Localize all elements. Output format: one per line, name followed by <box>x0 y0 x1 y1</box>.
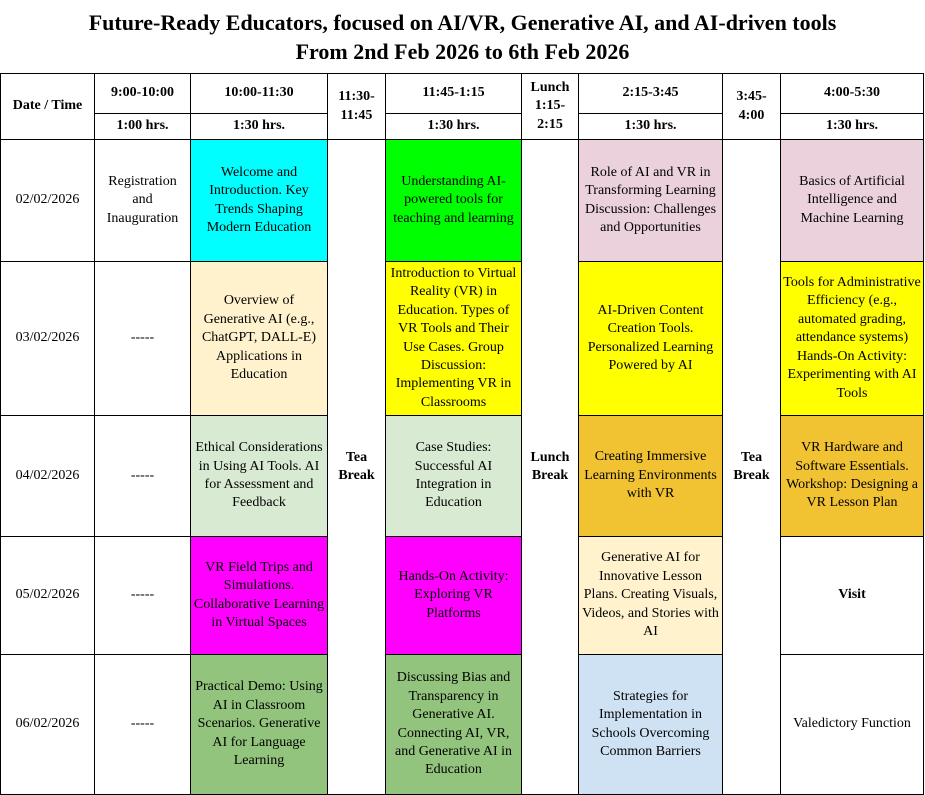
session-cell: Ethical Considerations in Using AI Tools. AI for Assessment and Feedback <box>191 416 328 537</box>
page-title <box>0 0 925 73</box>
header-slot-3: 11:45-1:15 <box>386 74 522 114</box>
session-cell: VR Hardware and Software Essentials. Workshop: Designing a VR Lesson Plan <box>781 416 924 537</box>
session-cell: ----- <box>95 537 191 655</box>
session-cell: Understanding AI-powered tools for teaching and learning <box>386 140 522 262</box>
duration-slot-5: 1:30 hrs. <box>781 114 924 140</box>
session-cell: ----- <box>95 262 191 416</box>
session-cell: Strategies for Implementation in Schools Overcoming Common Barriers <box>579 655 723 795</box>
session-cell: AI-Driven Content Creation Tools. Personalized Learning Powered by AI <box>579 262 723 416</box>
session-cell: Tools for Administrative Efficiency (e.g., automated grading, attendance systems) Hands-On Activity: Experimenting with AI Tools <box>781 262 924 416</box>
header-slot-1: 9:00-10:00 <box>95 74 191 114</box>
session-cell: Welcome and Introduction. Key Trends Shaping Modern Education <box>191 140 328 262</box>
session-cell: Basics of Artificial Intelligence and Machine Learning <box>781 140 924 262</box>
header-slot-2: 10:00-11:30 <box>191 74 328 114</box>
session-cell: ----- <box>95 416 191 537</box>
duration-slot-4: 1:30 hrs. <box>579 114 723 140</box>
header-slot-tea-1: 11:30-11:45 <box>328 74 386 140</box>
session-cell: Visit <box>781 537 924 655</box>
schedule-table <box>0 73 924 795</box>
lunch-break-cell: Lunch Break <box>522 140 579 795</box>
session-cell: Discussing Bias and Transparency in Generative AI. Connecting AI, VR, and Generative AI in Education <box>386 655 522 795</box>
tea-break-cell: Tea Break <box>723 140 781 795</box>
session-cell: Overview of Generative AI (e.g., ChatGPT, DALL-E) Applications in Education <box>191 262 328 416</box>
session-cell: ----- <box>95 655 191 795</box>
session-cell: Generative AI for Innovative Lesson Plans. Creating Visuals, Videos, and Stories with AI <box>579 537 723 655</box>
date-cell: 05/02/2026 <box>1 537 95 655</box>
duration-slot-2: 1:30 hrs. <box>191 114 328 140</box>
header-date-time: Date / Time <box>1 74 95 140</box>
tea-break-cell: Tea Break <box>328 140 386 795</box>
session-cell: Registration and Inauguration <box>95 140 191 262</box>
header-slot-5: 4:00-5:30 <box>781 74 924 114</box>
title-line-2: From 2nd Feb 2026 to 6th Feb 2026 <box>295 39 630 64</box>
session-cell: Case Studies: Successful AI Integration in Education <box>386 416 522 537</box>
session-cell: Valedictory Function <box>781 655 924 795</box>
duration-slot-1: 1:00 hrs. <box>95 114 191 140</box>
date-cell: 03/02/2026 <box>1 262 95 416</box>
date-cell: 04/02/2026 <box>1 416 95 537</box>
session-cell: VR Field Trips and Simulations. Collaborative Learning in Virtual Spaces <box>191 537 328 655</box>
session-cell: Role of AI and VR in Transforming Learning Discussion: Challenges and Opportunities <box>579 140 723 262</box>
header-slot-lunch: Lunch 1:15-2:15 <box>522 74 579 140</box>
date-cell: 02/02/2026 <box>1 140 95 262</box>
date-cell: 06/02/2026 <box>1 655 95 795</box>
session-cell: Practical Demo: Using AI in Classroom Scenarios. Generative AI for Language Learning <box>191 655 328 795</box>
session-cell: Introduction to Virtual Reality (VR) in Education. Types of VR Tools and Their Use Cases. Group Discussion: Implementing VR in Classrooms <box>386 262 522 416</box>
header-slot-tea-2: 3:45-4:00 <box>723 74 781 140</box>
session-cell: Creating Immersive Learning Environments with VR <box>579 416 723 537</box>
session-cell: Hands-On Activity: Exploring VR Platforms <box>386 537 522 655</box>
duration-slot-3: 1:30 hrs. <box>386 114 522 140</box>
header-slot-4: 2:15-3:45 <box>579 74 723 114</box>
title-line-1: Future-Ready Educators, focused on AI/VR, Generative AI, and AI-driven tools <box>88 10 837 35</box>
